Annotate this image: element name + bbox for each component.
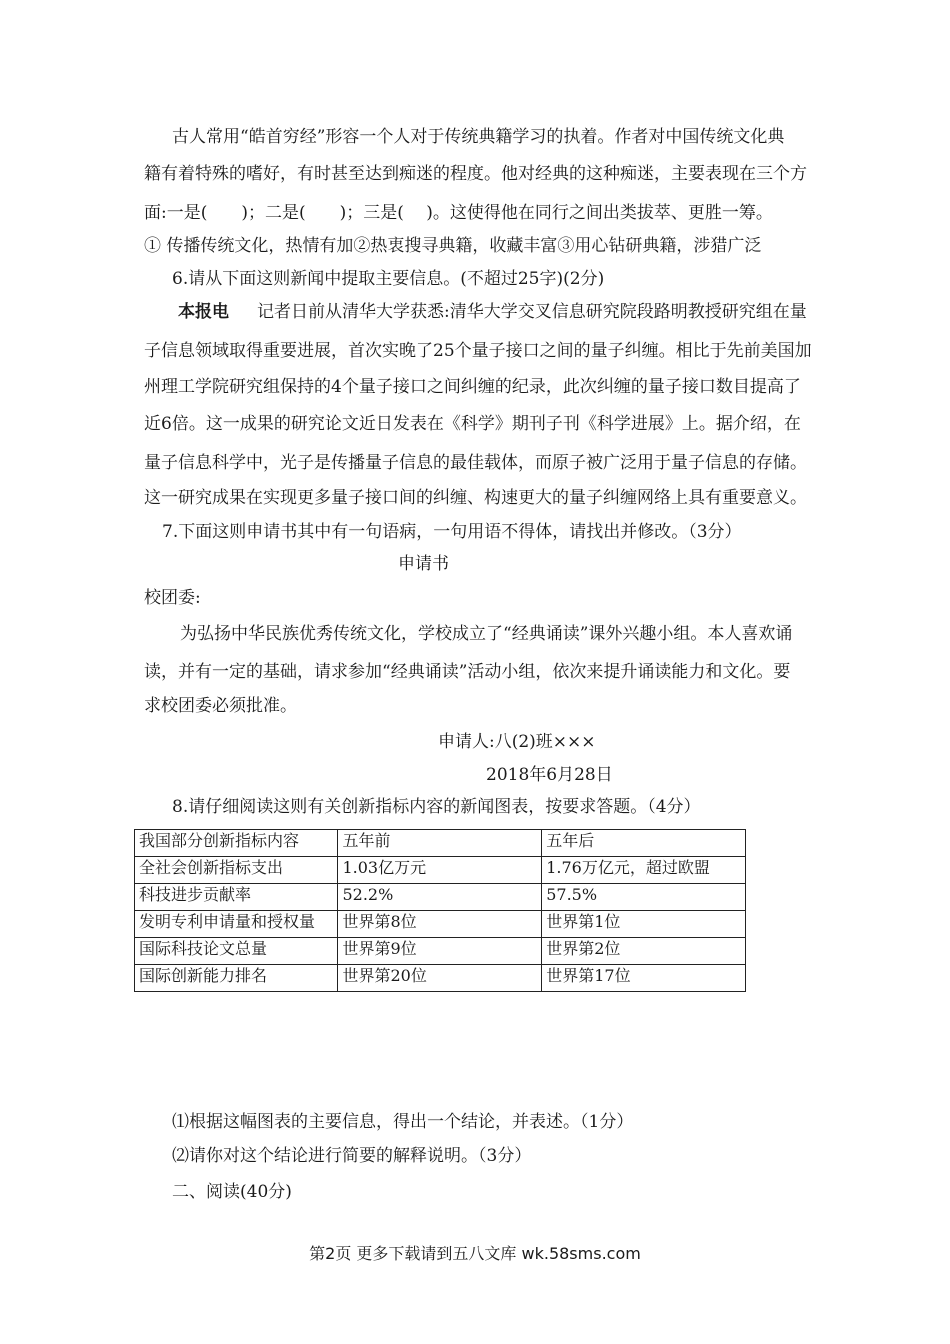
table-cell: 1.76万亿元，超过欧盟 bbox=[542, 857, 746, 884]
table-cell: 52.2% bbox=[338, 884, 542, 911]
table-cell: 世界第20位 bbox=[338, 965, 542, 992]
table-cell: 世界第8位 bbox=[338, 911, 542, 938]
table-cell: 国际科技论文总量 bbox=[135, 938, 338, 965]
q6-news-line-2: 子信息领域取得重要进展，首次实晚了25个量子接口之间的量子纠缠。相比于先前美国加 bbox=[144, 341, 812, 361]
q6-prompt: 6.请从下面这则新闻中提取主要信息。(不超过25字)(2分) bbox=[172, 269, 605, 289]
table-cell: 世界第9位 bbox=[338, 938, 542, 965]
q7-body-line-1: 为弘扬中华民族优秀传统文化，学校成立了“经典诵读”课外兴趣小组。本人喜欢诵 bbox=[180, 624, 793, 644]
q7-prompt: 7.下面这则申请书其中有一句语病，一句用语不得体，请找出并修改。（3分） bbox=[162, 522, 742, 542]
table-header-row bbox=[135, 830, 746, 857]
q7-body-line-3: 求校团委必须批准。 bbox=[144, 696, 297, 716]
table-row bbox=[135, 938, 746, 965]
q7-signature: 申请人:八(2)班××× bbox=[438, 732, 596, 752]
table-row bbox=[135, 884, 746, 911]
q6-news-line-4: 近6倍。这一成果的研究论文近日发表在《科学》期刊子刊《科学进展》上。据介绍，在 bbox=[144, 414, 801, 434]
table-cell: 1.03亿万元 bbox=[338, 857, 542, 884]
q6-news-line-1 bbox=[178, 302, 807, 322]
table-cell: 发明专利申请量和授权量 bbox=[135, 911, 338, 938]
q8-prompt: 8.请仔细阅读这则有关创新指标内容的新闻图表，按要求答题。（4分） bbox=[172, 797, 701, 817]
table-cell: 国际创新能力排名 bbox=[135, 965, 338, 992]
passage-options: ① 传播传统文化，热情有加②热衷搜寻典籍，收藏丰富③用心钻研典籍，涉猎广泛 bbox=[144, 236, 762, 256]
q6-news-text-1: 记者日前从清华大学获悉:清华大学交叉信息研究院段路明教授研究组在量 bbox=[257, 302, 807, 322]
q7-date: 2018年6月28日 bbox=[486, 765, 613, 785]
q7-letter-title: 申请书 bbox=[398, 554, 449, 574]
page-footer: 第2页 更多下载请到五八文库 wk.58sms.com bbox=[309, 1244, 641, 1263]
passage-line-1: 古人常用“皓首穷经”形容一个人对于传统典籍学习的执着。作者对中国传统文化典 bbox=[172, 127, 785, 147]
q8-sub-question-1: ⑴根据这幅图表的主要信息，得出一个结论，并表述。（1分） bbox=[172, 1112, 634, 1132]
table-cell: 世界第1位 bbox=[542, 911, 746, 938]
passage-line-3: 面:一是( )；二是( )；三是( )。这使得他在同行之间出类拔萃、更胜一筹。 bbox=[144, 203, 773, 223]
table-cell: 科技进步贡献率 bbox=[135, 884, 338, 911]
table-header-cell: 五年前 bbox=[338, 830, 542, 857]
q8-sub-question-2: ⑵请你对这个结论进行简要的解释说明。（3分） bbox=[172, 1146, 532, 1166]
q6-news-line-6: 这一研究成果在实现更多量子接口间的纠缠、构速更大的量子纠缠网络上具有重要意义。 bbox=[144, 488, 807, 508]
table-cell: 世界第2位 bbox=[542, 938, 746, 965]
q7-body-line-2: 读，并有一定的基础，请求参加“经典诵读”活动小组，依次来提升诵读能力和文化。要 bbox=[144, 662, 791, 682]
section-2-heading: 二、阅读(40分) bbox=[172, 1182, 292, 1202]
table-cell: 57.5% bbox=[542, 884, 746, 911]
table-row bbox=[135, 911, 746, 938]
q6-news-line-5: 量子信息科学中，光子是传播量子信息的最佳载体，而原子被广泛用于量子信息的存储。 bbox=[144, 453, 807, 473]
q6-news-line-3: 州理工学院研究组保持的4个量子接口之间纠缠的纪录，此次纠缠的量子接口数目提高了 bbox=[144, 377, 801, 397]
table-row bbox=[135, 965, 746, 992]
table-cell: 世界第17位 bbox=[542, 965, 746, 992]
table-cell: 全社会创新指标支出 bbox=[135, 857, 338, 884]
table-header-cell: 我国部分创新指标内容 bbox=[135, 830, 338, 857]
table-row bbox=[135, 857, 746, 884]
table-header-cell: 五年后 bbox=[542, 830, 746, 857]
q6-dateline: 本报电 bbox=[178, 302, 229, 322]
q7-salutation: 校团委: bbox=[144, 588, 201, 608]
innovation-indicators-table bbox=[134, 829, 746, 992]
passage-line-2: 籍有着特殊的嗜好，有时甚至达到痴迷的程度。他对经典的这种痴迷，主要表现在三个方 bbox=[144, 164, 807, 184]
